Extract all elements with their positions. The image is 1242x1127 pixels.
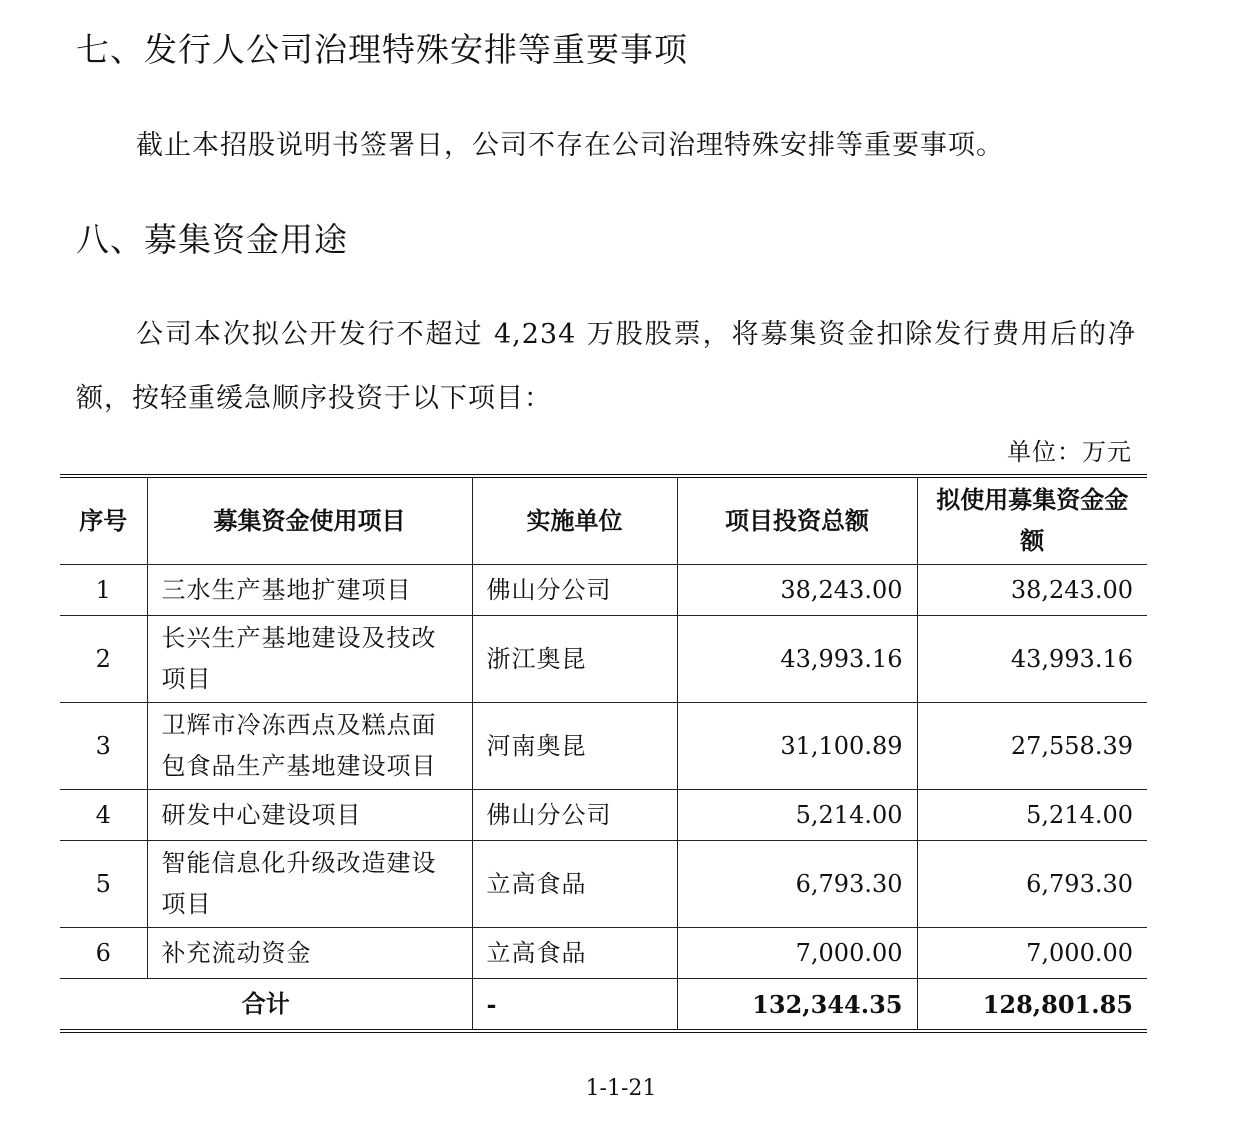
header-project: 募集资金使用项目 [147, 476, 472, 565]
governance-paragraph: 截止本招股说明书签署日，公司不存在公司治理特殊安排等重要事项。 [136, 130, 1004, 161]
table-header-row [60, 476, 1147, 565]
table-row [60, 841, 1147, 928]
header-planned-funds: 拟使用募集资金金额 [917, 476, 1147, 565]
header-implementer: 实施单位 [472, 476, 677, 565]
cell-implementer: 浙江奥昆 [472, 616, 677, 703]
page-number: 1-1-21 [585, 1076, 657, 1101]
cell-implementer: 立高食品 [472, 928, 677, 979]
fund-use-paragraph: 公司本次拟公开发行不超过 4,234 万股股票，将募集资金扣除发行费用后的净额，按轻重缓急顺序投资于以下项目： [76, 319, 1136, 414]
cell-no: 2 [60, 616, 147, 703]
cell-total-investment: 43,993.16 [677, 616, 917, 703]
cell-planned-funds: 43,993.16 [917, 616, 1147, 703]
cell-planned-funds: 6,793.30 [917, 841, 1147, 928]
cell-project: 长兴生产基地建设及技改项目 [147, 616, 472, 703]
cell-implementer: 河南奥昆 [472, 703, 677, 790]
unit-label: 单位：万元 [1007, 438, 1132, 466]
cell-implementer: 佛山分公司 [472, 790, 677, 841]
cell-implementer: 立高食品 [472, 841, 677, 928]
section-heading-governance: 七、发行人公司治理特殊安排等重要事项 [76, 30, 688, 69]
cell-total-investment: 38,243.00 [677, 565, 917, 616]
fund-use-table [60, 474, 1147, 1033]
cell-no: 1 [60, 565, 147, 616]
total-implementer: - [472, 979, 677, 1032]
cell-project: 研发中心建设项目 [147, 790, 472, 841]
table-row [60, 616, 1147, 703]
cell-total-investment: 5,214.00 [677, 790, 917, 841]
table-row [60, 703, 1147, 790]
cell-project: 补充流动资金 [147, 928, 472, 979]
cell-total-investment: 31,100.89 [677, 703, 917, 790]
table-total-row [60, 979, 1147, 1032]
table-row [60, 928, 1147, 979]
section-heading-fund-use: 八、募集资金用途 [76, 220, 348, 259]
total-label: 合计 [60, 979, 472, 1032]
cell-project: 智能信息化升级改造建设项目 [147, 841, 472, 928]
header-no: 序号 [60, 476, 147, 565]
cell-project: 三水生产基地扩建项目 [147, 565, 472, 616]
table-row [60, 790, 1147, 841]
cell-no: 5 [60, 841, 147, 928]
total-planned-funds: 128,801.85 [917, 979, 1147, 1032]
cell-implementer: 佛山分公司 [472, 565, 677, 616]
cell-planned-funds: 27,558.39 [917, 703, 1147, 790]
cell-no: 3 [60, 703, 147, 790]
cell-no: 6 [60, 928, 147, 979]
header-total-investment: 项目投资总额 [677, 476, 917, 565]
table-row [60, 565, 1147, 616]
cell-planned-funds: 7,000.00 [917, 928, 1147, 979]
cell-planned-funds: 5,214.00 [917, 790, 1147, 841]
cell-no: 4 [60, 790, 147, 841]
cell-planned-funds: 38,243.00 [917, 565, 1147, 616]
cell-project: 卫辉市冷冻西点及糕点面包食品生产基地建设项目 [147, 703, 472, 790]
cell-total-investment: 6,793.30 [677, 841, 917, 928]
total-investment: 132,344.35 [677, 979, 917, 1032]
cell-total-investment: 7,000.00 [677, 928, 917, 979]
